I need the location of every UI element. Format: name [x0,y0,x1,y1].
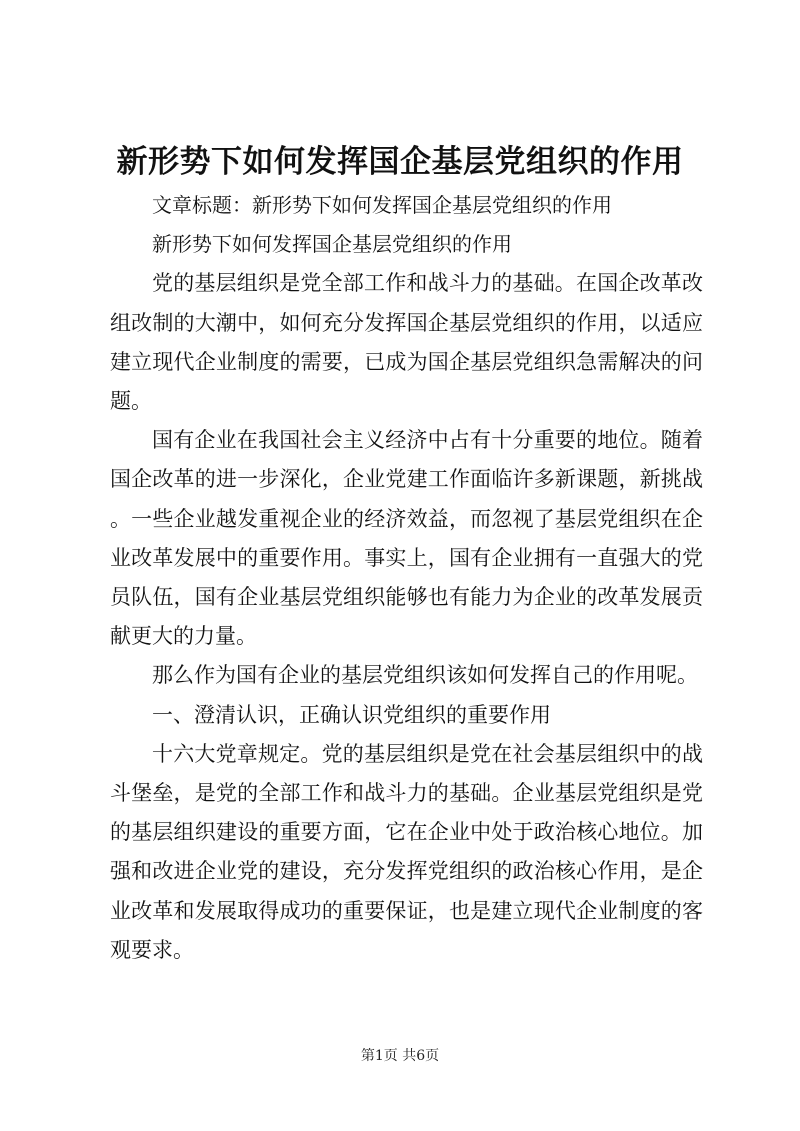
body-paragraph: 党的基层组织是党全部工作和战斗力的基础。在国企改革改组改制的大潮中，如何充分发挥国企基层党组织的作用，以适应建立现代企业制度的需要，已成为国企基层党组织急需解决的问题。 [110,271,703,414]
body-paragraph: 那么作为国有企业的基层党组织该如何发挥自己的作用呢。 [152,663,698,688]
subtitle-line: 新形势下如何发挥国企基层党组织的作用 [152,232,512,257]
page-number-footer: 第1页 共6页 [360,1048,440,1064]
section-heading: 一、澄清认识，正确认识党组织的重要作用 [152,702,551,727]
document-body [110,186,703,970]
document-title: 新形势下如何发挥国企基层党组织的作用 [116,144,684,180]
body-paragraph: 十六大党章规定。党的基层组织是党在社会基层组织中的战斗堡垒，是党的全部工作和战斗力的基础。企业基层党组织是党的基层组织建设的重要方面，它在企业中处于政治核心地位。加强和改进企业党的建设，充分发挥党组织的政治核心作用，是企业改革和发展取得成功的重要保证，也是建立现代企业制度的客观要求。 [110,741,703,962]
body-paragraph: 国有企业在我国社会主义经济中占有十分重要的地位。随着国企改革的进一步深化，企业党建工作面临许多新课题，新挑战。一些企业越发重视企业的经济效益，而忽视了基层党组织在企业改革发展中的重要作用。事实上，国有企业拥有一直强大的党员队伍，国有企业基层党组织能够也有能力为企业的改革发展贡献更大的力量。 [110,428,703,649]
article-title-line: 文章标题：新形势下如何发挥国企基层党组织的作用 [152,193,612,217]
